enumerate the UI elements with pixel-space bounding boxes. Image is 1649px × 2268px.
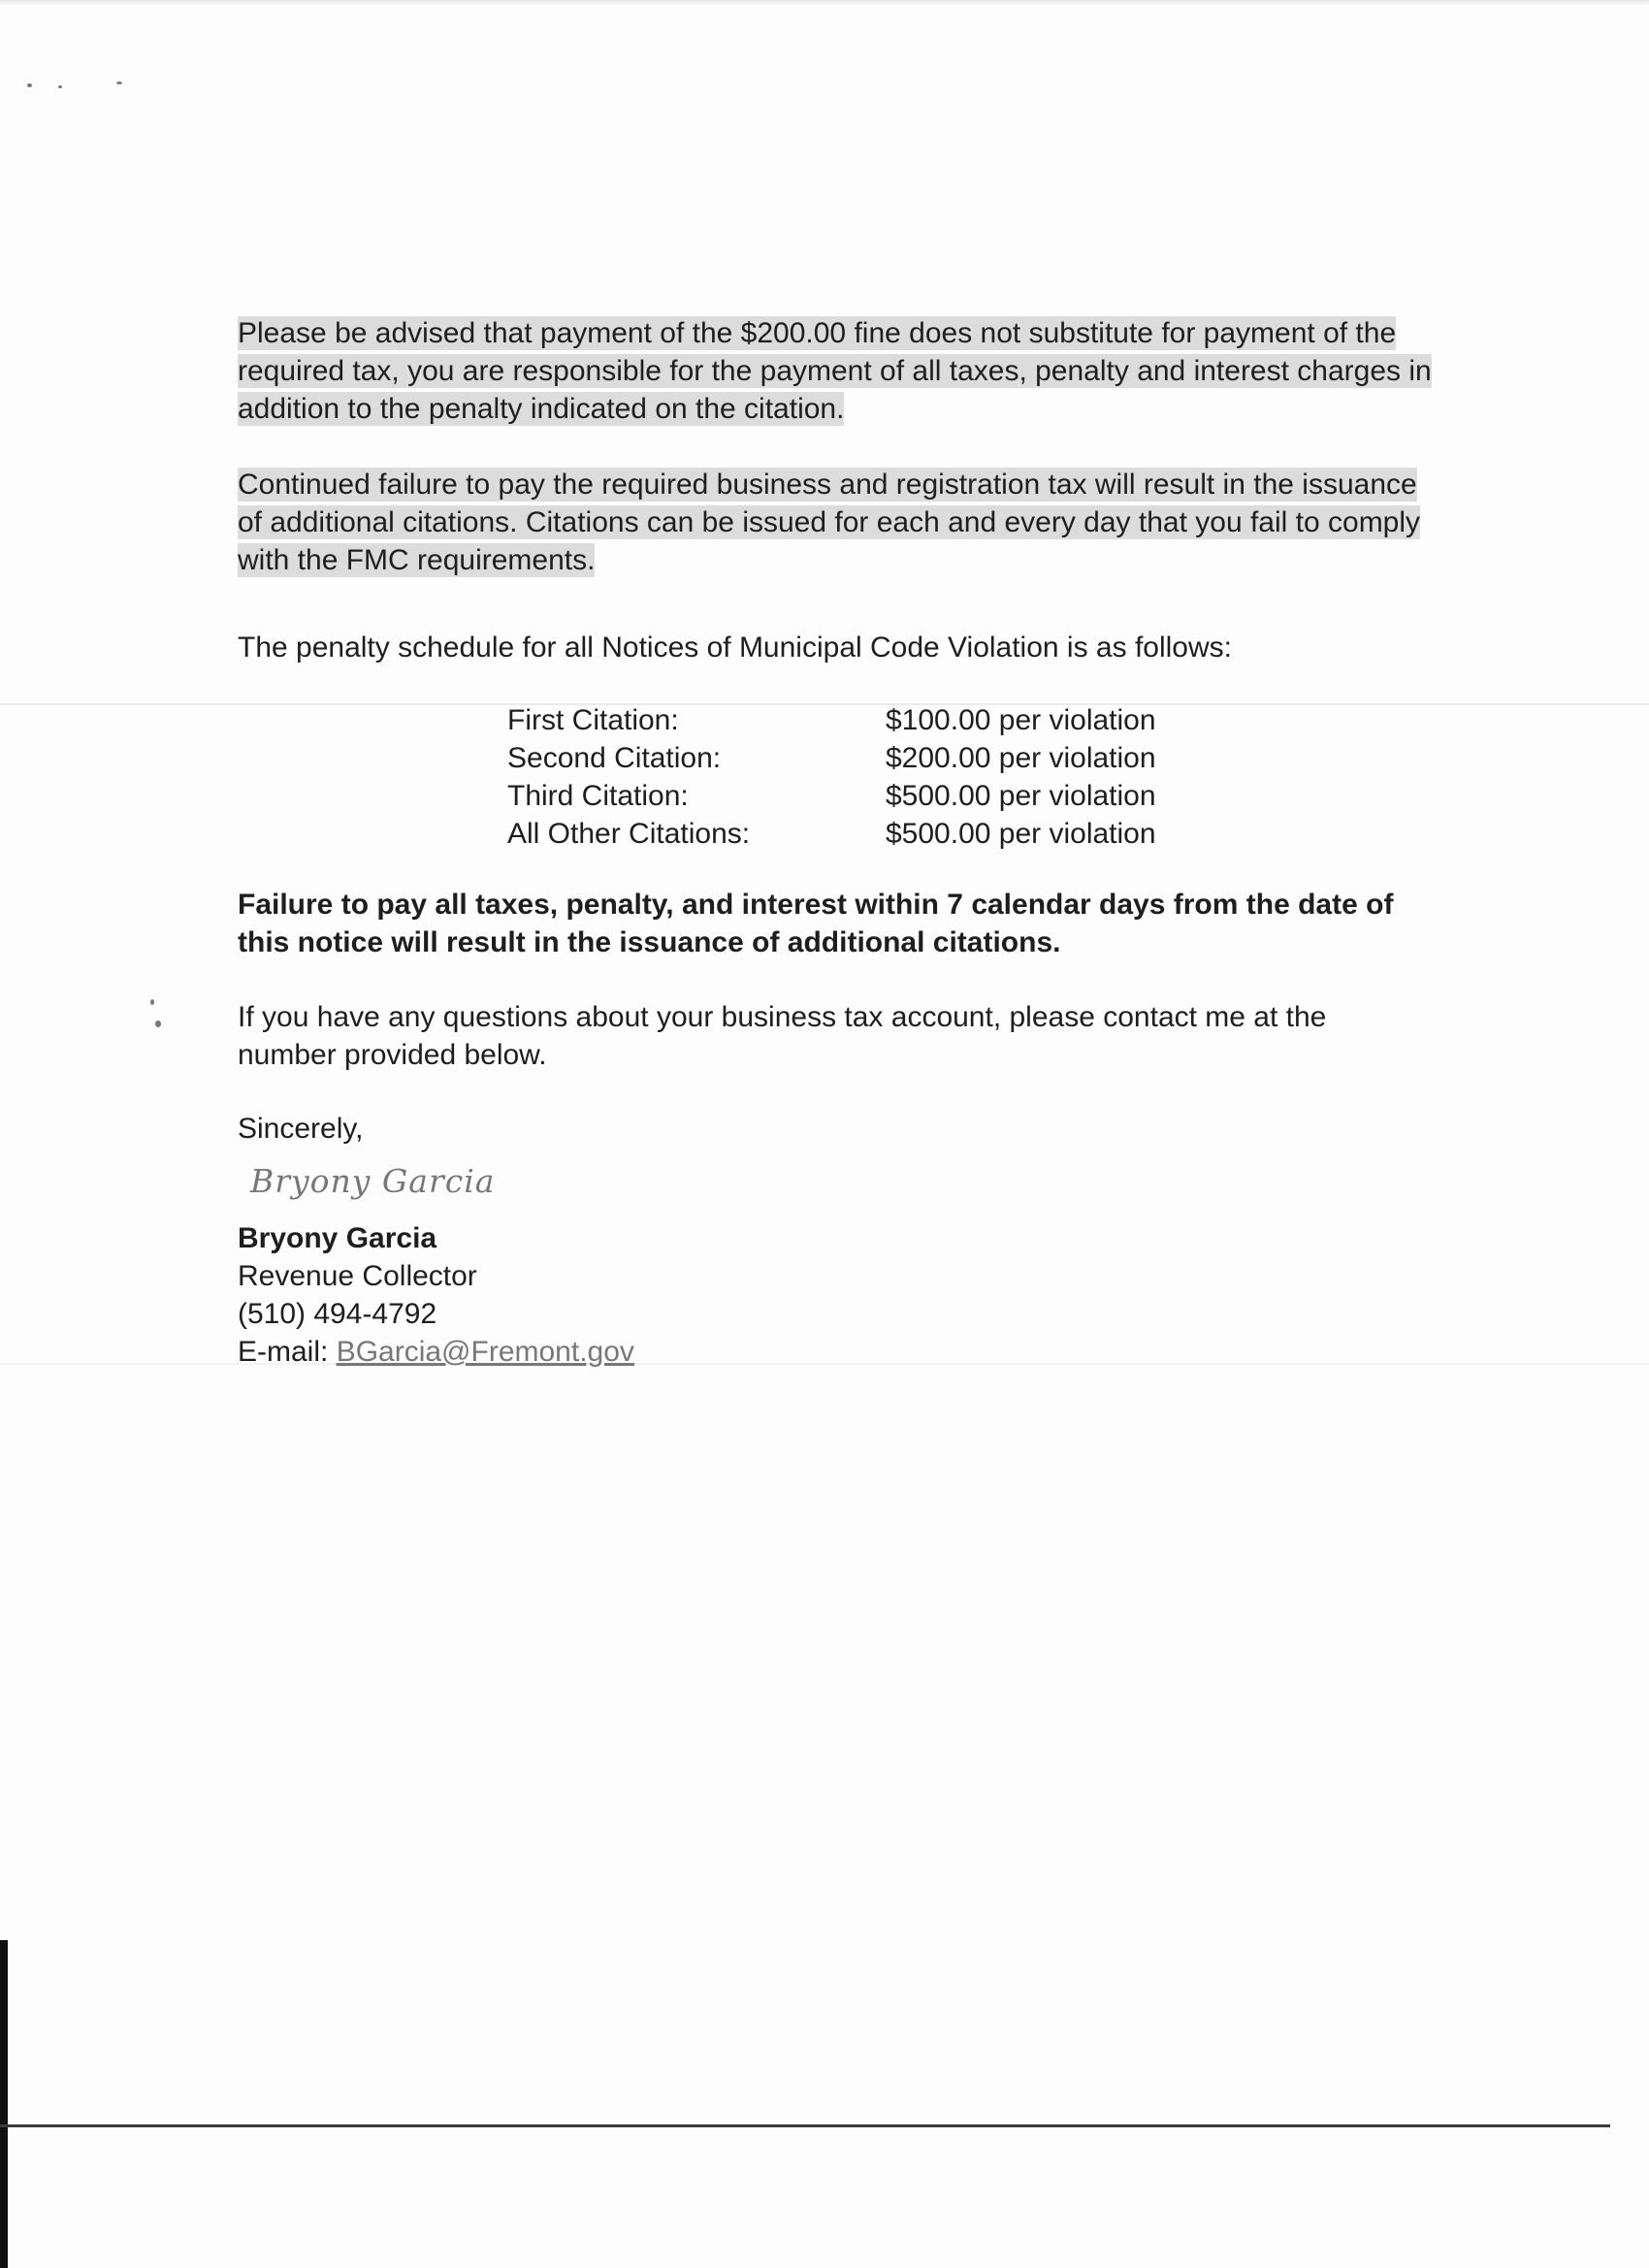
email-label: E-mail:: [238, 1336, 329, 1368]
schedule-amount: $200.00 per violation: [886, 742, 1156, 774]
paragraph-additional-citations: [238, 466, 1440, 579]
contact-paragraph: If you have any questions about your business tax account, please contact me at the number provided below.: [238, 1001, 1327, 1071]
signer-phone: (510) 494-4792: [238, 1298, 437, 1330]
paragraph-schedule-intro: The penalty schedule for all Notices of Municipal Code Violation is as follows:: [238, 632, 1232, 664]
highlighted-text: Continued failure to pay the required business and registration tax will result in the issuance of additional citations. Citations can be issued for each and every day that you fail to comply with the FMC requirements.: [238, 469, 1421, 576]
paragraph-fine-notice: [238, 314, 1440, 428]
scan-shadow: [0, 0, 1649, 6]
schedule-amount: $100.00 per violation: [886, 704, 1156, 736]
schedule-label: Third Citation:: [507, 780, 689, 812]
schedule-row: [507, 701, 1156, 739]
scan-edge: [0, 1940, 8, 2268]
schedule-row: [507, 815, 1156, 853]
signer-email-line: [238, 1333, 634, 1371]
schedule-label: All Other Citations:: [507, 818, 751, 850]
scan-speck: [27, 83, 32, 87]
signature-block: [238, 1219, 634, 1371]
signer-name: Bryony Garcia: [238, 1222, 437, 1254]
scan-speck: [150, 999, 154, 1005]
schedule-row: [507, 739, 1156, 777]
signer-title: Revenue Collector: [238, 1260, 477, 1292]
schedule-label: Second Citation:: [507, 742, 722, 774]
scan-speck: [116, 81, 122, 84]
bottom-rule: [0, 2124, 1610, 2127]
handwritten-signature: Bryony Garcia: [250, 1162, 496, 1200]
schedule-amount: $500.00 per violation: [886, 780, 1156, 812]
schedule-label: First Citation:: [507, 704, 679, 736]
closing: Sincerely,: [238, 1113, 364, 1145]
warning-paragraph: Failure to pay all taxes, penalty, and interest within 7 calendar days from the date of this notice will result in the issuance of additional citations.: [238, 889, 1394, 958]
schedule-row: [507, 777, 1156, 815]
email-link[interactable]: BGarcia@Fremont.gov: [336, 1336, 634, 1368]
schedule-amount: $500.00 per violation: [886, 818, 1156, 850]
scan-speck: [155, 1021, 161, 1027]
penalty-schedule: [507, 701, 1156, 853]
highlighted-text: Please be advised that payment of the $200.00 fine does not substitute for payment of the required tax, you are responsible for the payment of all taxes, penalty and interest charges in addition to the penalty indicated on the citation.: [238, 317, 1432, 425]
scan-speck: [58, 85, 62, 88]
